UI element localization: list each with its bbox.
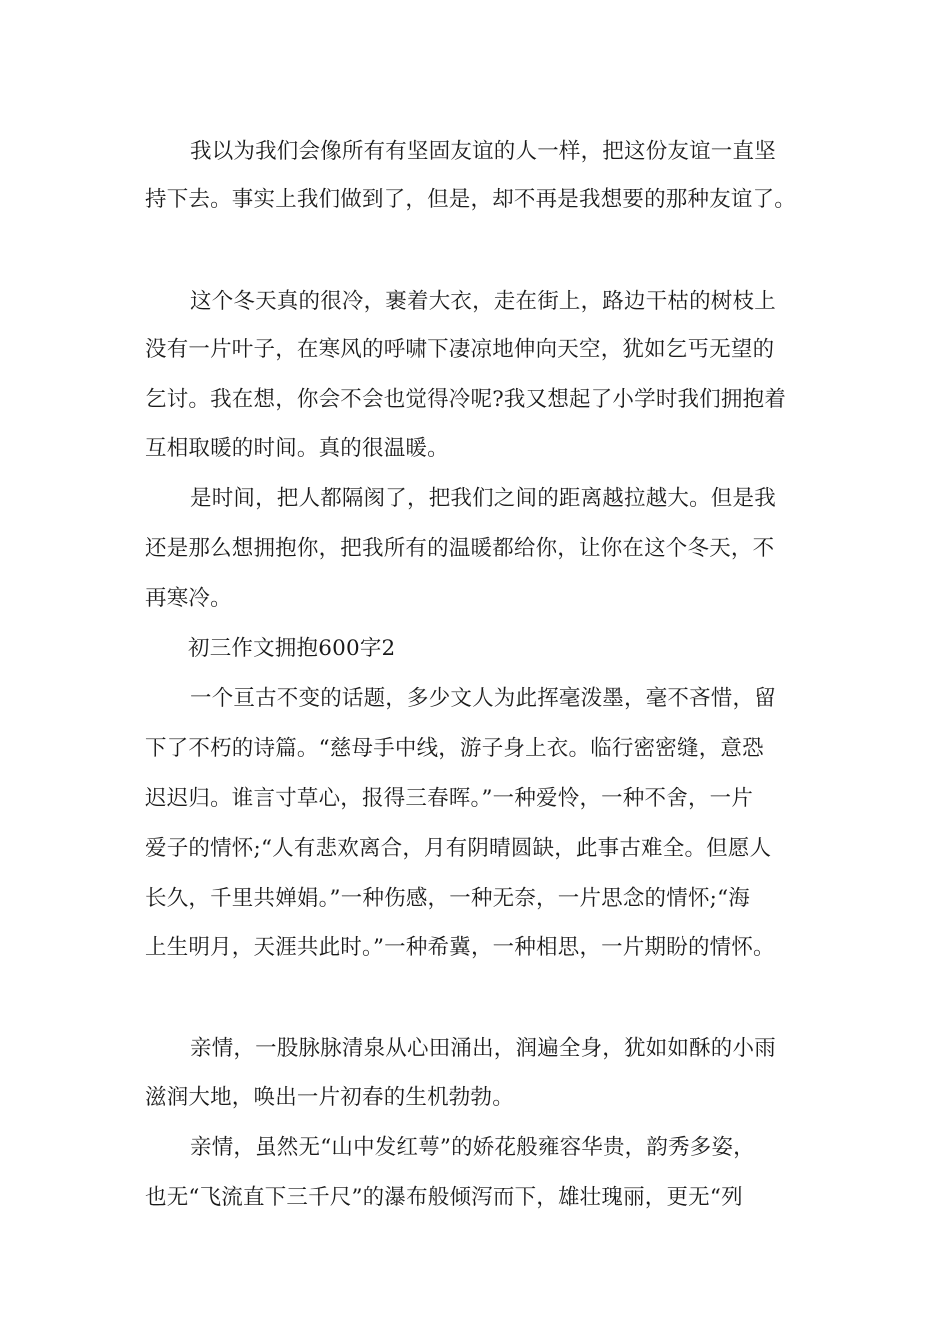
paragraph-line: 还是那么想拥抱你，把我所有的温暖都给你，让你在这个冬天，不 [145,536,775,561]
paragraph-line: 乞讨。我在想，你会不会也觉得冷呢?我又想起了小学时我们拥抱着 [145,387,787,412]
paragraph-line: 没有一片叶子，在寒风的呼啸下凄凉地伸向天空，犹如乞丐无望的 [145,337,775,362]
paragraph-line: 这个冬天真的很冷，裹着大衣，走在街上，路边干枯的树枝上 [190,289,776,314]
paragraph-line: 互相取暖的时间。真的很温暖。 [145,436,449,461]
paragraph-line: 也无“飞流直下三千尺”的瀑布般倾泻而下，雄壮瑰丽，更无“列 [145,1185,743,1210]
paragraph-line: 再寒冷。 [145,586,232,611]
paragraph-line: 滋润大地，唤出一片初春的生机勃勃。 [145,1085,514,1110]
paragraph-line: 亲情，虽然无“山中发红萼”的娇花般雍容华贵，韵秀多姿， [190,1135,755,1160]
paragraph-line: 亲情，一股脉脉清泉从心田涌出，润遍全身，犹如如酥的小雨 [190,1036,776,1061]
paragraph-line: 迟迟归。谁言寸草心，报得三春晖。”一种爱怜，一种不舍，一片 [145,786,754,811]
paragraph-line: 一个亘古不变的话题，多少文人为此挥毫泼墨，毫不吝惜，留 [190,686,776,711]
section-heading: 初三作文拥抱600字2 [188,636,396,661]
paragraph-line: 下了不朽的诗篇。“慈母手中线，游子身上衣。临行密密缝，意恐 [145,736,764,761]
paragraph-line: 长久，千里共婵娟。”一种伤感，一种无奈，一片思念的情怀;“海 [145,886,750,911]
paragraph-line: 爱子的情怀;“人有悲欢离合，月有阴晴圆缺，此事古难全。但愿人 [145,836,772,861]
paragraph-line: 我以为我们会像所有有坚固友谊的人一样，把这份友谊一直坚 [190,139,776,164]
paragraph-line: 是时间，把人都隔阂了，把我们之间的距离越拉越大。但是我 [190,486,776,511]
paragraph-line: 持下去。事实上我们做到了，但是，却不再是我想要的那种友谊了。 [145,187,797,212]
paragraph-line: 上生明月，天涯共此时。”一种希冀，一种相思，一片期盼的情怀。 [145,935,775,960]
